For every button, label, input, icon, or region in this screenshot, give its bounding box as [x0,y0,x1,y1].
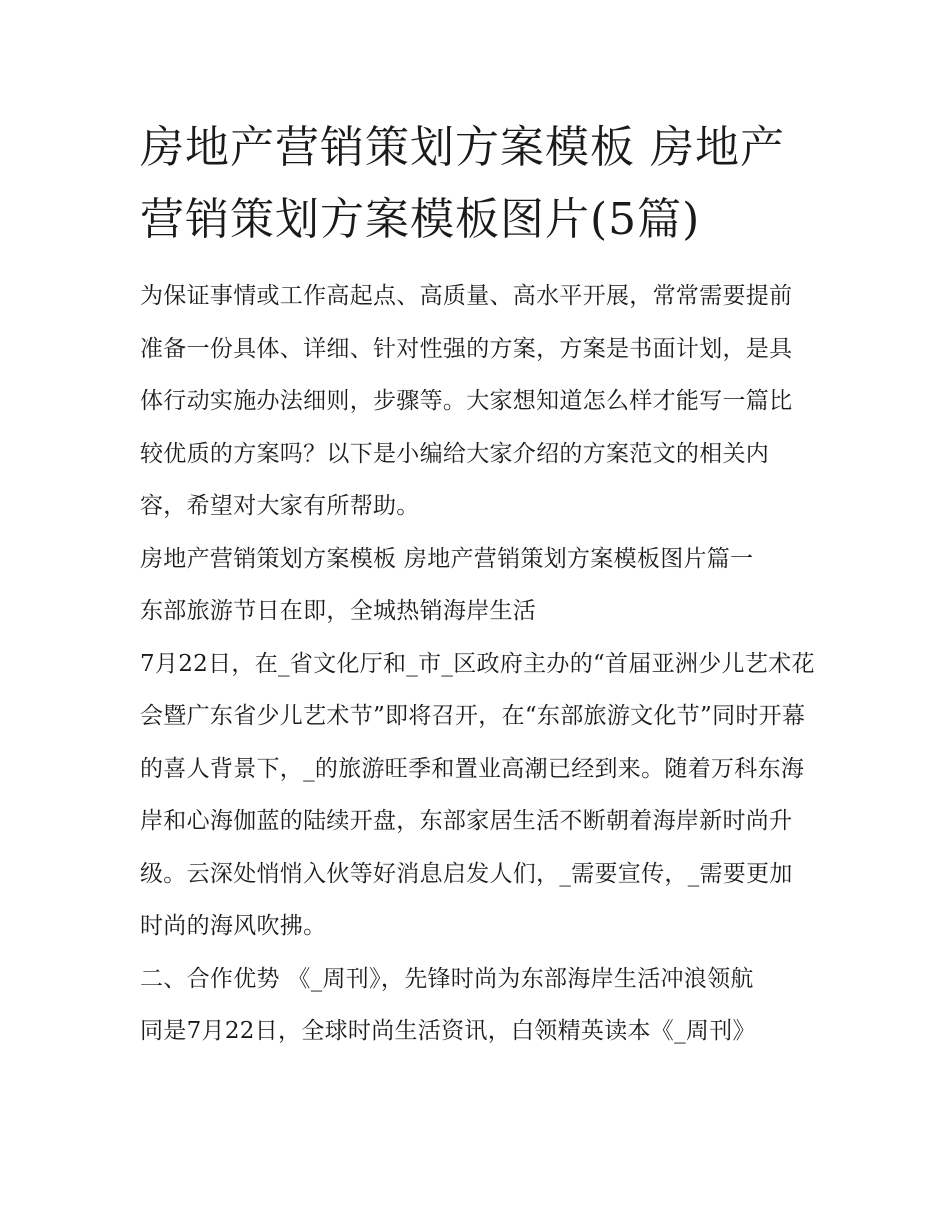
document-title: 房地产营销策划方案模板 房地产营销策划方案模板图片(5篇) [140,122,785,245]
section-subheading: 东部旅游节日在即，全城热销海岸生活 [140,598,537,624]
intro-paragraph: 为保证事情或工作高起点、高质量、高水平开展，常常需要提前准备一份具体、详细、针对性强的方案，方案是书面计划，是具体行动实施办法细则，步骤等。大家想知道怎么样才能写一篇比较优质的方案吗？以下是小编给大家介绍的方案范文的相关内容，希望对大家有所帮助。 [140,283,793,519]
cooperation-heading: 二、合作优势 《_周刊》，先锋时尚为东部海岸生活冲浪领航 [140,965,754,992]
body-paragraph: 同是7月22日，全球时尚生活资讯，白领精英读本《_周刊》 [140,1018,756,1044]
document-body [140,112,815,1058]
section-heading: 房地产营销策划方案模板 房地产营销策划方案模板图片篇一 [140,545,754,572]
body-paragraph: 7月22日，在_省文化厅和_市_区政府主办的“首届亚洲少儿艺术花会暨广东省少儿艺术节”即将召开，在“东部旅游文化节”同时开幕的喜人背景下，_的旅游旺季和置业高潮已经到来。随着万科东海岸和心海伽蓝的陆续开盘，东部家居生活不断朝着海岸新时尚升级。云深处悄悄入伙等好消息启发人们，_需要宣传，_需要更加时尚的海风吹拂。 [140,650,815,939]
